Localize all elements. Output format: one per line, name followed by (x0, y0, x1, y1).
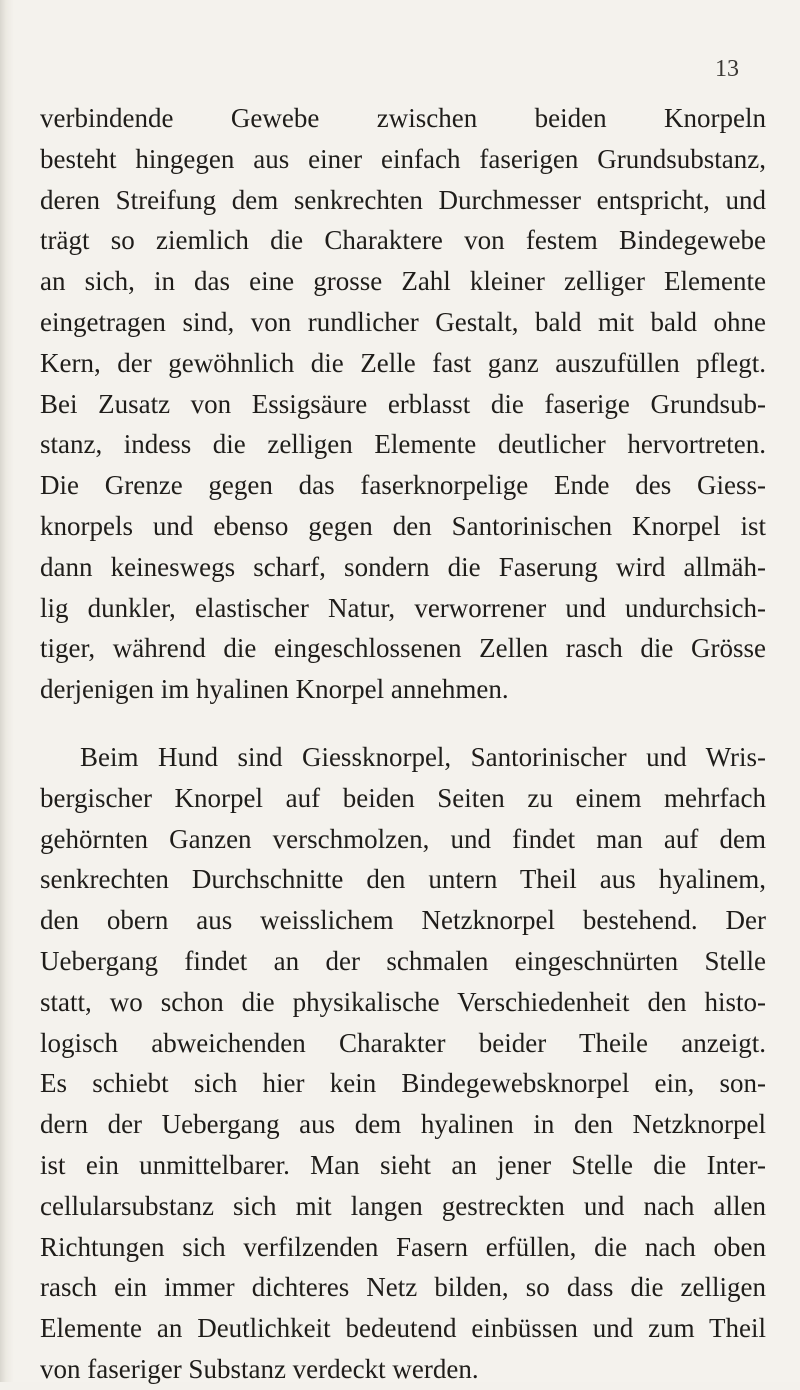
text-line: an sich, in das eine grosse Zahl kleiner zelliger Elemente (40, 266, 766, 297)
text-line: Bei Zusatz von Essigsäure erblasst die faserige Grundsub- (40, 388, 766, 419)
text-line: senkrechten Durchschnitte den untern Theil aus hyalinem, (40, 864, 766, 895)
body-text (40, 98, 766, 1390)
paragraph-1 (40, 98, 766, 710)
page-number: 13 (715, 56, 739, 82)
text-line: dann keineswegs scharf, sondern die Faserung wird allmäh- (40, 551, 766, 582)
text-line: verbindende Gewebe zwischen beiden Knorpeln (40, 103, 766, 133)
text-line: besteht hingegen aus einer einfach faserigen Grundsubstanz, (40, 143, 766, 174)
text-line: stanz, indess die zelligen Elemente deutlicher hervortreten. (40, 429, 766, 460)
paragraph-spacer (40, 710, 766, 737)
text-line: den obern aus weisslichem Netzknorpel bestehend. Der (40, 905, 766, 936)
paragraph-2 (40, 737, 766, 1390)
text-line: derjenigen im hyalinen Knorpel annehmen. (40, 674, 509, 705)
text-line: Kern, der gewöhnlich die Zelle fast ganz auszufüllen pflegt. (40, 347, 766, 378)
text-line: bergischer Knorpel auf beiden Seiten zu einem mehrfach (40, 782, 766, 813)
text-line: gehörnten Ganzen verschmolzen, und findet man auf dem (40, 823, 766, 854)
text-line: Richtungen sich verfilzenden Fasern erfüllen, die nach oben (40, 1231, 766, 1262)
text-line: Es schiebt sich hier kein Bindegewebsknorpel ein, son- (40, 1068, 766, 1099)
text-line: logisch abweichenden Charakter beider Theile anzeigt. (40, 1027, 766, 1058)
text-line: statt, wo schon die physikalische Verschiedenheit den histo- (40, 986, 766, 1017)
text-line: ist ein unmittelbarer. Man sieht an jener Stelle die Inter- (40, 1149, 766, 1180)
text-line: Beim Hund sind Giessknorpel, Santorinischer und Wris- (80, 741, 766, 772)
text-line: knorpels und ebenso gegen den Santorinischen Knorpel ist (40, 510, 766, 541)
text-line: lig dunkler, elastischer Natur, verworrener und undurchsich- (40, 592, 766, 623)
text-line: Uebergang findet an der schmalen eingeschnürten Stelle (40, 945, 766, 976)
text-line: eingetragen sind, von rundlicher Gestalt, bald mit bald ohne (40, 306, 766, 337)
text-line: trägt so ziemlich die Charaktere von festem Bindegewebe (40, 225, 766, 256)
text-line: Die Grenze gegen das faserknorpelige Ende des Giess- (40, 470, 766, 501)
text-line: tiger, während die eingeschlossenen Zellen rasch die Grösse (40, 633, 766, 664)
text-line: von faseriger Substanz verdeckt werden. (40, 1353, 479, 1384)
text-line: cellularsubstanz sich mit langen gestreckten und nach allen (40, 1190, 766, 1221)
text-line: Elemente an Deutlichkeit bedeutend einbüssen und zum Theil (40, 1313, 766, 1344)
text-line: rasch ein immer dichteres Netz bilden, so dass die zelligen (40, 1272, 766, 1303)
text-line: dern der Uebergang aus dem hyalinen in den Netzknorpel (40, 1109, 766, 1140)
text-line: deren Streifung dem senkrechten Durchmesser entspricht, und (40, 184, 766, 215)
